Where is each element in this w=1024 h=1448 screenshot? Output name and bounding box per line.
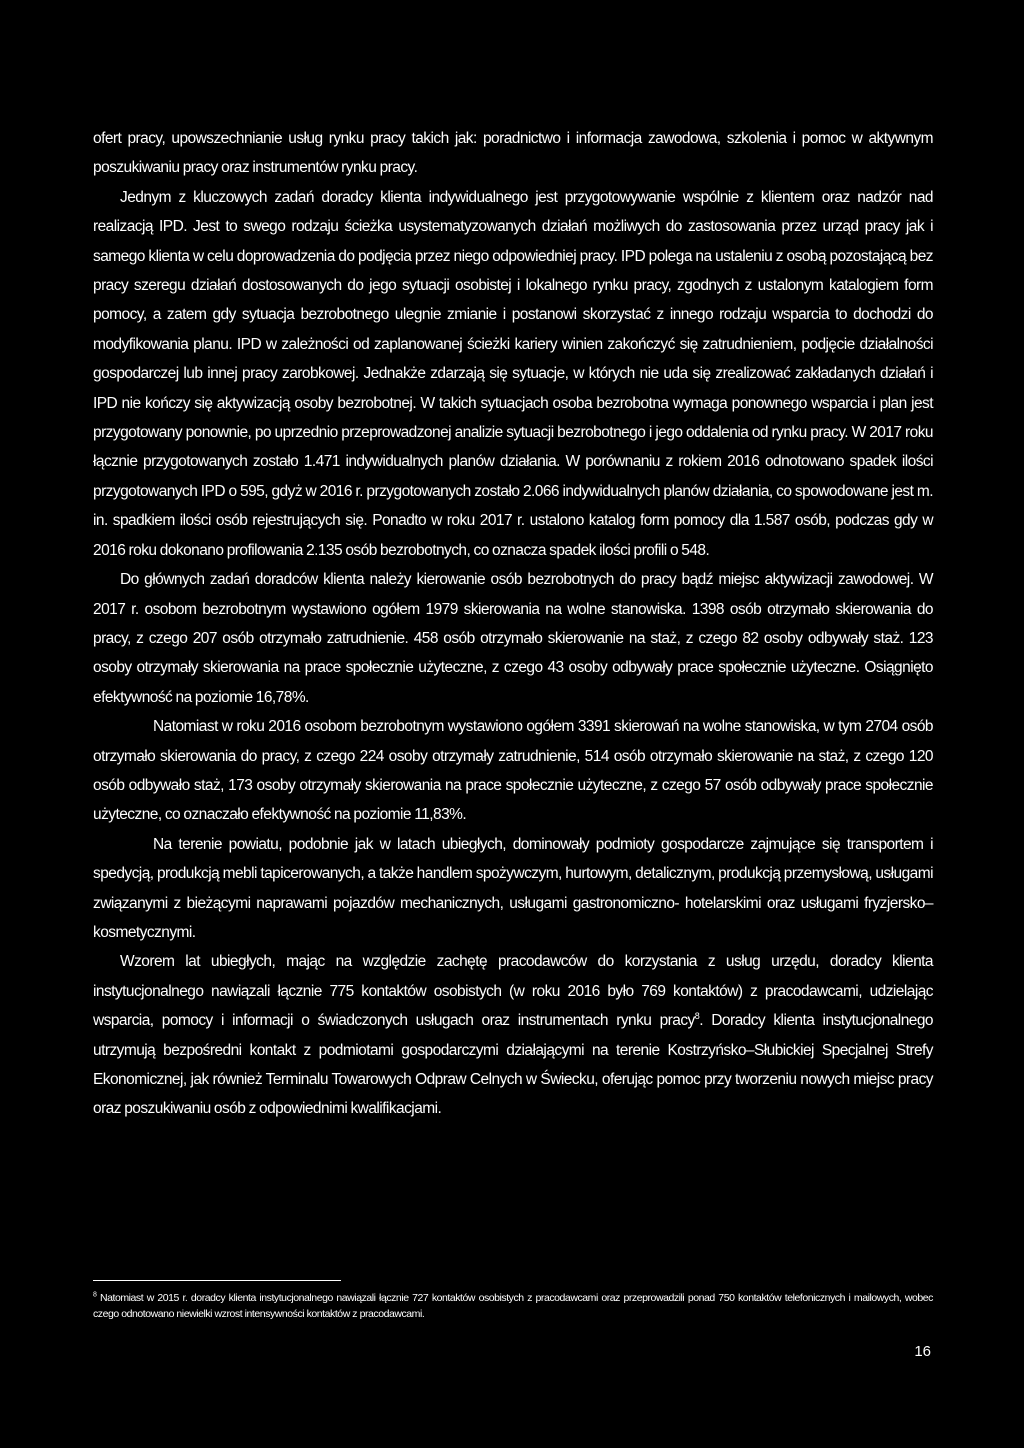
footnote-marker: 8 [93, 1291, 97, 1299]
paragraph-referrals-2017: Do głównych zadań doradców klienta należy kierowanie osób bezrobotnych do pracy bądź miejsc aktywizacji zawodowej. W 2017 r. osobom bezrobotnym wystawiono ogółem 1979 skierowania na wolne stanowiska. 1398 osób otrzymało skierowania do pracy, z czego 207 osób otrzymało zatrudnienie. 458 osób otrzymało skierowanie na staż, z czego 82 osoby odbywały staż. 123 osoby otrzymały skierowania na prace społecznie użyteczne, z czego 43 osoby odbywały prace społecznie użyteczne. Osiągnięto efektywność na poziomie 16,78%. [93, 571, 933, 706]
footnote-reference[interactable]: 8 [694, 1011, 700, 1022]
paragraph-ipd: Jednym z kluczowych zadań doradcy klienta indywidualnego jest przygotowywanie wspólnie z klientem oraz nadzór nad realizacją IPD. Jest to swego rodzaju ścieżka usystematyzowanych działań możliwych do zastosowania przez urząd pracy jak i samego klienta w celu doprowadzenia do podjęcia przez niego odpowiedniej pracy. IPD polega na ustaleniu z osobą pozostającą bez pracy szeregu działań dostosowanych do jego sytuacji osobistej i lokalnego rynku pracy, zgodnych z ustalonym katalogiem form pomocy, a zatem gdy sytuacja bezrobotnego ulegnie zmianie i postanowi skorzystać z innego rodzaju wsparcia to dochodzi do modyfikowania planu. IPD w zależności od zaplanowanej ścieżki kariery winien zakończyć się zatrudnieniem, podjęcie działalności gospodarczej lub innej pracy zarobkowej. Jednakże zdarzają się sytuacje, w których nie uda się zrealizować zakładanych działań i IPD nie kończy się aktywizacją osoby bezrobotnej. W takich sytuacjach osoba bezrobotna wymaga ponownego wsparcia i plan jest przygotowany ponownie, po uprzednio przeprowadzonej analizie sytuacji bezrobotnego i jego oddalenia od rynku pracy. W 2017 roku łącznie przygotowanych zostało 1.471 indywidualnych planów działania. W porównaniu z rokiem 2016 odnotowano spadek ilości przygotowanych IPD o 595, gdyż w 2016 r. przygotowanych zostało 2.066 indywidualnych planów działania, co spowodowane jest m. in. spadkiem ilości osób rejestrujących się. Ponadto w roku 2017 r. ustalono katalog form pomocy dla 1.587 osób, podczas gdy w 2016 roku dokonano profilowania 2.135 osób bezrobotnych, co oznacza spadek ilości profili o 548. [93, 188, 933, 559]
footnote-text: Natomiast w 2015 r. doradcy klienta instytucjonalnego nawiązali łącznie 727 kontaktów osobistych z pracodawcami oraz przeprowadzili ponad 750 kontaktów telefonicznych i mailowych, wobec czego odnotowano niewielki wzrost intensywności kontaktów z pracodawcami. [93, 1292, 933, 1320]
document-body [93, 124, 933, 1124]
paragraph-referrals-2016: Natomiast w roku 2016 osobom bezrobotnym wystawiono ogółem 3391 skierowań na wolne stanowiska, w tym 2704 osób otrzymało skierowania do pracy, z czego 224 osoby otrzymały zatrudnienie, 514 osób otrzymało skierowanie na staż, z czego 120 osób odbywało staż, 173 osoby otrzymały skierowania na prace społecznie użyteczne, z czego 57 osób odbywały prace społecznie użyteczne, co oznaczało efektywność na poziomie 11,83%. [93, 718, 933, 824]
paragraph-text-before-ref: Wzorem lat ubiegłych, mając na względzie zachętę pracodawców do korzystania z usług urzędu, doradcy klienta instytucjonalnego nawiązali łącznie 775 kontaktów osobistych (w roku 2016 było 769 kontaktów) z pracodawcami, udzielając wsparcia, pomocy i informacji o świadczonych usługach oraz instrumentach rynku pracy [93, 953, 933, 1030]
paragraph-text-after-ref: . Doradcy klienta instytucjonalnego utrzymują bezpośredni kontakt z podmiotami gospodarczymi działającymi na terenie Kostrzyńsko–Słubickiej Specjalnej Strefy Ekonomicznej, jak również Terminalu Towarowych Odpraw Celnych w Świecku, oferując pomoc przy tworzeniu nowych miejsc pracy oraz poszukiwaniu osób z odpowiednimi kwalifikacjami. [93, 1012, 933, 1118]
footnote [93, 1290, 933, 1322]
paragraph-continuation: ofert pracy, upowszechnianie usług rynku pracy takich jak: poradnictwo i informacja zawodowa, szkolenia i pomoc w aktywnym poszukiwaniu pracy oraz instrumentów rynku pracy. [93, 130, 933, 177]
page-number: 16 [914, 1343, 931, 1360]
footnote-separator [93, 1280, 341, 1281]
paragraph-local-economy: Na terenie powiatu, podobnie jak w latach ubiegłych, dominowały podmioty gospodarcze zajmujące się transportem i spedycją, produkcją mebli tapicerowanych, a także handlem spożywczym, hurtowym, detalicznym, produkcją przemysłową, usługami związanymi z bieżącymi naprawami pojazdów mechanicznych, usługami gastronomiczno- hotelarskimi oraz usługami fryzjersko–kosmetycznymi. [93, 835, 933, 941]
paragraph-employer-contacts [93, 947, 933, 1123]
